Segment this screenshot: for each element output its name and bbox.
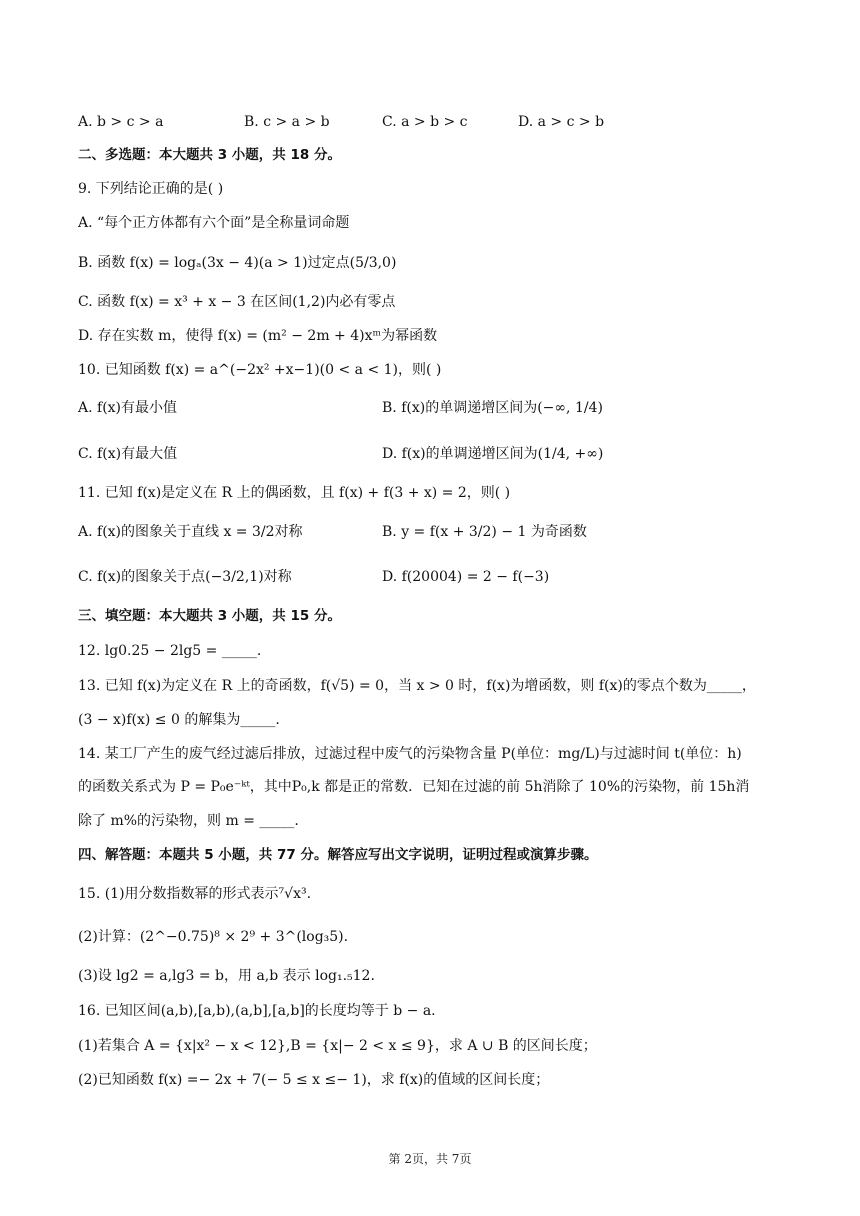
option-b: B. c > a > b — [244, 114, 330, 130]
question-9-option-a: A. “每个正方体都有六个面”是全称量词命题 — [78, 215, 350, 231]
section-heading-answers: 四、解答题：本题共 5 小题，共 77 分。解答应写出文字说明，证明过程或演算步骤。 — [78, 847, 598, 863]
section-heading-fill-in: 三、填空题：本大题共 3 小题，共 15 分。 — [78, 608, 341, 624]
question-16-stem: 16. 已知区间(a,b),[a,b),(a,b],[a,b]的长度均等于 b − a. — [78, 1003, 436, 1019]
question-9-option-c: C. 函数 f(x) = x³ + x − 3 在区间(1,2)内必有零点 — [78, 294, 396, 310]
question-9-option-d: D. 存在实数 m，使得 f(x) = (m² − 2m + 4)xᵐ为幂函数 — [78, 328, 438, 344]
question-14-line-3: 除了 m%的污染物，则 m = _____. — [78, 813, 299, 829]
question-11-option-d: D. f(20004) = 2 − f(−3) — [382, 569, 550, 585]
question-15-part-3: (3)设 lg2 = a,lg3 = b，用 a,b 表示 log₁.₅12. — [78, 968, 375, 984]
question-16-part-2: (2)已知函数 f(x) =− 2x + 7(− 5 ≤ x ≤− 1)，求 f(x)的值域的区间长度； — [78, 1072, 550, 1088]
option-c: C. a > b > c — [382, 114, 468, 130]
question-12: 12. lg0.25 − 2lg5 = _____. — [78, 643, 262, 659]
question-11-option-a: A. f(x)的图象关于直线 x = 3/2对称 — [78, 524, 303, 540]
question-11-option-c: C. f(x)的图象关于点(−3/2,1)对称 — [78, 569, 292, 585]
question-10-option-c: C. f(x)有最大值 — [78, 446, 178, 462]
question-14-line-2: 的函数关系式为 P = P₀e⁻ᵏᵗ，其中P₀,k 都是正的常数．已知在过滤的前 5h消除了 10%的污染物，前 15h消 — [78, 779, 750, 795]
question-14-line-1: 14. 某工厂产生的废气经过滤后排放，过滤过程中废气的污染物含量 P(单位：mg/L)与过滤时间 t(单位：h) — [78, 746, 742, 762]
question-10-option-a: A. f(x)有最小值 — [78, 400, 178, 416]
question-10-option-d: D. f(x)的单调递增区间为(1/4, +∞) — [382, 446, 604, 462]
section-heading-multiple-choice: 二、多选题：本大题共 3 小题，共 18 分。 — [78, 147, 341, 163]
question-15-part-1: 15. (1)用分数指数幂的形式表示⁷√x³. — [78, 886, 312, 902]
question-9-stem: 9. 下列结论正确的是( ) — [78, 181, 224, 197]
question-16-part-1: (1)若集合 A = {x|x² − x < 12},B = {x|− 2 < x ≤ 9}，求 A ∪ B 的区间长度； — [78, 1038, 597, 1054]
question-13-line-2: (3 − x)f(x) ≤ 0 的解集为_____. — [78, 712, 280, 728]
question-10-option-b: B. f(x)的单调递增区间为(−∞, 1/4) — [382, 400, 603, 416]
question-11-option-b: B. y = f(x + 3/2) − 1 为奇函数 — [382, 524, 587, 540]
question-11-stem: 11. 已知 f(x)是定义在 R 上的偶函数，且 f(x) + f(3 + x) = 2，则( ) — [78, 485, 511, 501]
question-15-part-2: (2)计算：(2^−0.75)⁸ × 2⁹ + 3^(log₃5). — [78, 929, 349, 945]
option-a: A. b > c > a — [78, 114, 164, 130]
option-d: D. a > c > b — [518, 114, 605, 130]
question-10-stem: 10. 已知函数 f(x) = a^(−2x² +x−1)(0 < a < 1)，则( ) — [78, 362, 442, 378]
question-9-option-b: B. 函数 f(x) = logₐ(3x − 4)(a > 1)过定点(5/3,0) — [78, 255, 397, 271]
page-footer: 第 2页，共 7页 — [388, 1152, 472, 1166]
question-13-line-1: 13. 已知 f(x)为定义在 R 上的奇函数，f(√5) = 0，当 x > 0 时，f(x)为增函数，则 f(x)的零点个数为_____， — [78, 678, 756, 694]
